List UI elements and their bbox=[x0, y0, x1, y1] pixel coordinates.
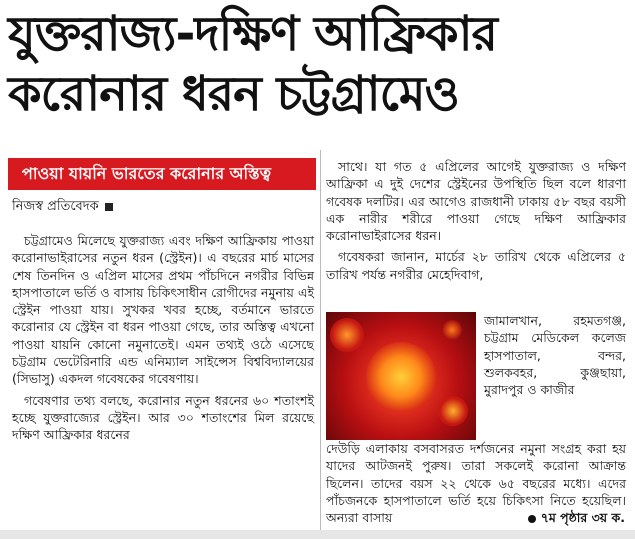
byline-text: নিজস্ব প্রতিবেদক bbox=[12, 199, 99, 214]
virus-particle bbox=[366, 342, 436, 412]
continued-note bbox=[528, 510, 625, 530]
right-wrap-text: জামালখান, রহমতগঞ্জ, চট্টগ্রাম মেডিকেল কলেজ হাসপাতাল, বন্দর, শুলকবহর, কুঞ্জছায়া, মুরাদপুর ও কাজীর bbox=[484, 313, 626, 398]
virus-particle bbox=[438, 396, 468, 426]
right-below-text: দেউড়ি এলাকায় বসবাসরত দর্শজনের নমুনা সংগ্রহ করা হয় যাদের আটজনই পুরুষ। তারা সকলেই করোনা আক্রান্ত ছিলেন। তাদের বয়স ২২ থেকে ৬৫ বছরের মধ্যে। এদের পাঁচজনকে হাসপাতালে ভর্তি হয়ে চিকিৎসা নিতে হয়েছিল। অন্যরা বাসায় bbox=[326, 441, 626, 526]
byline bbox=[12, 198, 113, 216]
virus-particle bbox=[330, 318, 364, 352]
headline bbox=[8, 4, 628, 124]
subhead-text: পাওয়া যায়নি ভারতের করোনার অস্তিত্ব bbox=[22, 164, 272, 183]
bullet-icon bbox=[528, 515, 536, 523]
virus-particle bbox=[442, 320, 462, 340]
left-column bbox=[12, 232, 314, 448]
headline-line-1: যুক্তরাজ্য-দক্ষিণ আফ্রিকার bbox=[8, 6, 497, 62]
right-column bbox=[326, 158, 626, 287]
left-paragraph-1: চট্টগ্রামেও মিলেছে যুক্তরাজ্য এবং দক্ষিণ আফ্রিকায় পাওয়া করোনাভাইরাসের নতুন ধরন (স্ট্রেইন)। এ বছরের মার্চ মাসের শেষ তিনদিন ও এপ্রিল মাসের প্রথম পাঁচদিনে নগরীর বিভিন্ন হাসপাতালে ভর্তি ও বাসায় চিকিৎসাধীন রোগীদের নমুনায় এই স্ট্রেইন পাওয়া যায়। সুখকর খবর হচ্ছে, বর্তমানে ভারতে করোনার যে স্ট্রেইন বা ধরন পাওয়া গেছে, তার অস্তিত্ব এখনো পাওয়া যায়নি কোনো নমুনাতেই। এমন তথ্যই ওঠে এসেছে চট্টগ্রাম ভেটেরিনারি এন্ড এনিম্যাল সাইন্সেস বিশ্ববিদ্যালয়ের (সিভাসু) একদল গবেষকের গবেষণায়। bbox=[12, 233, 314, 387]
column-divider bbox=[320, 150, 321, 530]
right-paragraph-2: গবেষকরা জানান, মার্চের ২৮ তারিখ থেকে এপ্রিলের ৫ তারিখ পর্যন্ত নগরীর মেহেদিবাগ, bbox=[326, 249, 626, 282]
headline-line-2: করোনার ধরন চট্টগ্রামেও bbox=[8, 66, 459, 122]
right-paragraph-1: সাথে। যা গত ৫ এপ্রিলের আগেই যুক্তরাজ্য ও দক্ষিণ আফ্রিকা এ দুই দেশের স্ট্রেইনের উপস্থিতি ছিল বলে ধারণা গবেষক দলটির। এর আগেও রাজধানী ঢাকায় ৫৮ বছর বয়সী এক নারীর শরীরে পাওয়া গেছে দক্ষিণ আফ্রিকার করোনাভাইরাসের ধরন। bbox=[326, 159, 626, 244]
left-paragraph-2: গবেষণার তথ্য বলছে, করোনার নতুন ধরনের ৬০ শতাংশই হচ্ছে যুক্তরাজ্যের স্ট্রেইন। আর ৩০ শতাংশের মিল রয়েছে দক্ষিণ আফ্রিকার ধরনের bbox=[12, 392, 314, 443]
square-bullet-icon bbox=[105, 203, 113, 211]
continued-label: ৭ম পৃষ্ঠার ৩য় ক. bbox=[540, 510, 625, 525]
bottom-bar bbox=[0, 530, 635, 539]
coronavirus-image bbox=[326, 312, 476, 440]
subhead-banner bbox=[8, 158, 316, 190]
